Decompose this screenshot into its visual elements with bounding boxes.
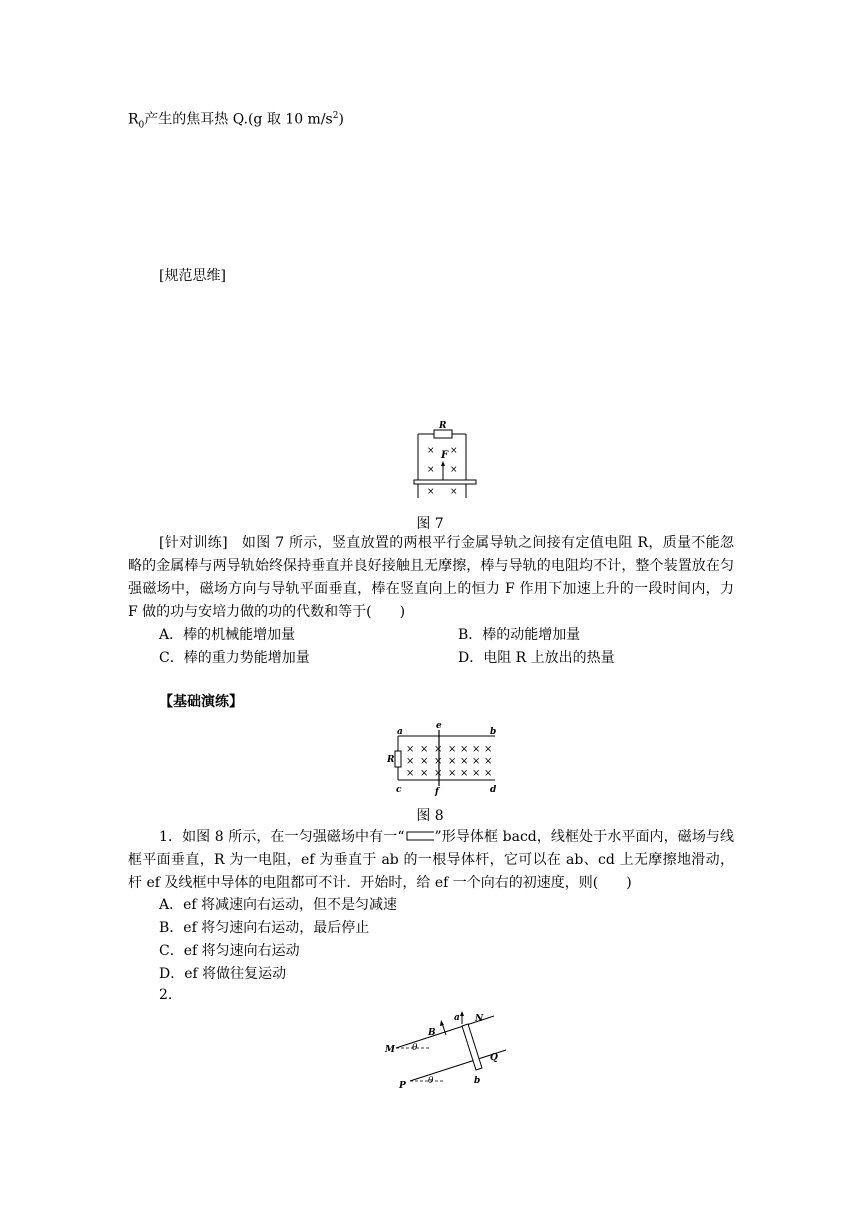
fig8-cross: × [484, 756, 493, 767]
bracket-shape-icon [405, 830, 435, 842]
q1-option-b: B．ef 将匀速向右运动，最后停止 [159, 920, 370, 936]
fig8-cross: × [448, 768, 457, 779]
fig8-cross: × [460, 744, 469, 755]
fig7-label-r: R [439, 421, 447, 431]
fig8-cross: × [472, 768, 481, 779]
top-text-line [128, 106, 344, 135]
figure-9-diagram [382, 1010, 517, 1095]
figure-8-caption: 图 8 [416, 808, 444, 824]
practice-option-a: A．棒的机械能增加量 [159, 627, 296, 643]
practice-tag: [针对训练] [159, 535, 228, 551]
fig7-cross: × [427, 446, 435, 456]
fig8-cross: × [420, 768, 429, 779]
practice-option-b: B．棒的动能增加量 [458, 627, 581, 643]
fig8-cross: × [460, 756, 469, 767]
fig9-theta-top: θ [412, 1043, 418, 1053]
r0-subscript: 0 [138, 120, 145, 131]
practice-body: 如图 7 所示，竖直放置的两根平行金属导轨之间接有定值电阻 R，质量不能忽略的金属棒与两导轨始终保持垂直并良好接触且无摩擦，棒与导轨的电阻均不计，整个装置放在匀强磁场中，磁场方向与导轨平面垂直，棒在竖直向上的恒力 F 作用下加速上升的一段时间内，力 F 做的功与安培力做的功的代数和等于( ) [128, 535, 734, 620]
fig8-cross: × [420, 756, 429, 767]
fig9-label-a: a [454, 1013, 460, 1023]
fig9-label-b: B [428, 1028, 436, 1038]
figure-7-caption: 图 7 [416, 516, 444, 532]
fig8-cross: × [460, 768, 469, 779]
fig8-label-a: a [397, 727, 403, 737]
fig8-cross: × [448, 744, 457, 755]
fig9-label-n: N [475, 1014, 484, 1024]
fig8-cross: × [420, 744, 429, 755]
paren-close: ) [338, 111, 344, 128]
heading-thinking: [规范思维] [159, 268, 226, 284]
fig8-label-e: e [436, 721, 442, 731]
practice-option-c: C．棒的重力势能增加量 [159, 650, 310, 666]
joule-heat-text: 产生的焦耳热 Q.(g 取 10 m/s [144, 111, 333, 128]
q1-text-part2: ”形导体框 bacd，线框处于水平面内，磁场与线框平面垂直，R 为一电阻，ef 为垂直于 ab 的一根导体杆，它可以在 ab、cd 上无摩擦地滑动，杆 ef 及线框中导体的电阻都可不计．开始时，给 ef 一个向右的初速度，则( ) [128, 829, 735, 891]
figure-8-diagram [385, 718, 507, 798]
fig9-theta-bottom: θ [428, 1076, 434, 1086]
fig8-label-c: c [396, 785, 402, 795]
q1-option-d: D．ef 将做往复运动 [159, 966, 287, 982]
fig9-label-p: P [399, 1081, 406, 1091]
fig8-cross: × [472, 756, 481, 767]
fig8-label-b: b [490, 727, 497, 737]
fig8-cross: × [472, 744, 481, 755]
figure-7-diagram [410, 418, 480, 500]
r0-symbol: R [128, 111, 139, 128]
q1-option-a: A．ef 将减速向右运动，但不是匀减速 [159, 897, 398, 913]
fig7-cross: × [450, 487, 458, 497]
q1-text-part1: 1．如图 8 所示，在一匀强磁场中有一“ [159, 829, 405, 845]
fig8-cross: × [484, 768, 493, 779]
fig9-label-q: Q [490, 1053, 498, 1063]
fig8-cross: × [434, 768, 443, 779]
fig9-label-m: M [385, 1045, 395, 1055]
fig7-label-f: F [441, 450, 449, 461]
fig8-label-f: f [435, 787, 439, 797]
fig8-label-d: d [490, 785, 497, 795]
fig8-label-r: R [387, 755, 395, 765]
fig8-cross: × [406, 768, 415, 779]
fig7-cross: × [427, 465, 435, 475]
fig7-cross: × [450, 446, 458, 456]
question-2-number: 2. [159, 987, 173, 1003]
practice-paragraph [128, 532, 734, 624]
fig9-label-b-lower: b [474, 1076, 481, 1086]
fig8-cross: × [406, 744, 415, 755]
section-basic: 【基础演练】 [159, 694, 243, 710]
unit-superscript: 2 [332, 111, 339, 121]
fig8-cross: × [484, 744, 493, 755]
fig7-cross: × [427, 487, 435, 497]
practice-option-d: D．电阻 R 上放出的热量 [458, 650, 615, 666]
fig7-cross: × [450, 465, 458, 475]
q1-option-c: C．ef 将匀速向右运动 [159, 943, 300, 959]
fig8-cross: × [406, 756, 415, 767]
fig8-cross: × [434, 744, 443, 755]
question-1-paragraph [128, 826, 734, 895]
fig8-cross: × [448, 756, 457, 767]
fig8-cross: × [434, 756, 443, 767]
